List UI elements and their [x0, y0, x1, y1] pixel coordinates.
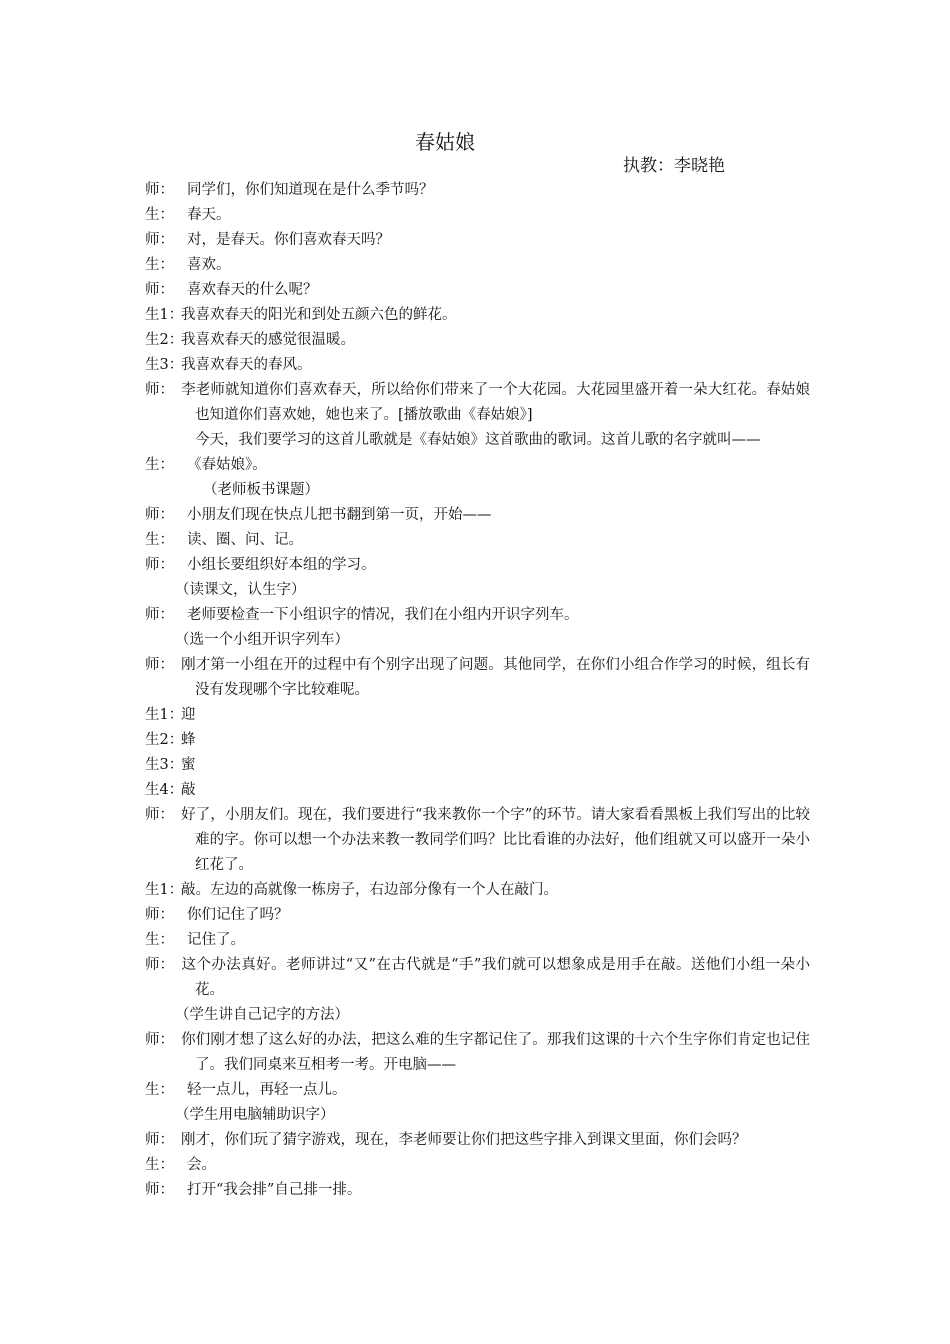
dialogue-line — [145, 353, 810, 378]
dialogue-line — [145, 753, 810, 778]
line-text: 敲。左边的高就像一栋房子，右边部分像有一个人在敲门。 — [181, 882, 558, 898]
stage-note — [145, 628, 810, 653]
dialogue-line — [145, 203, 810, 228]
line-text: （学生用电脑辅助识字） — [175, 1107, 335, 1123]
line-text: 我喜欢春天的春风。 — [181, 357, 312, 373]
speaker-label: 生4： — [145, 782, 184, 798]
dialogue-line — [145, 603, 810, 628]
line-text: 我喜欢春天的感觉很温暖。 — [181, 332, 355, 348]
line-text: 老师要检查一下小组识字的情况，我们在小组内开识字列车。 — [187, 607, 579, 623]
speaker-label: 师： — [145, 1132, 174, 1148]
dialogue-line — [145, 278, 810, 303]
stage-note — [145, 1103, 810, 1128]
line-text: 这个办法真好。老师讲过“又”在古代就是“手”我们就可以想象成是用手在敲。送他们小组一朵小花。 — [181, 957, 810, 998]
line-text: 蜂 — [181, 732, 196, 748]
line-text: 小组长要组织好本组的学习。 — [187, 557, 376, 573]
line-text: 迎 — [181, 707, 196, 723]
dialogue-line — [145, 303, 810, 328]
dialogue-line — [145, 803, 810, 878]
speaker-label: 师： — [145, 182, 174, 198]
speaker-label: 师： — [145, 282, 174, 298]
dialogue-line — [145, 528, 810, 553]
speaker-label: 师： — [145, 907, 174, 923]
line-text: 同学们，你们知道现在是什么季节吗？ — [187, 182, 434, 198]
dialogue-line — [145, 1128, 810, 1153]
line-text: 你们记住了吗？ — [187, 907, 289, 923]
line-text: （选一个小组开识字列车） — [175, 632, 349, 648]
line-text: （学生讲自己记字的方法） — [175, 1007, 349, 1023]
speaker-label: 师： — [145, 557, 174, 573]
line-text: 我喜欢春天的阳光和到处五颜六色的鲜花。 — [181, 307, 457, 323]
dialogue-line — [145, 503, 810, 528]
speaker-label: 师： — [145, 1032, 174, 1048]
transcript — [145, 178, 810, 1203]
dialogue-line — [145, 328, 810, 353]
dialogue-line — [145, 553, 810, 578]
speaker-label: 生1： — [145, 707, 184, 723]
dialogue-line — [145, 878, 810, 903]
line-text: 打开“我会排”自己排一排。 — [187, 1182, 362, 1198]
line-text: 刚才第一小组在开的过程中有个别字出现了问题。其他同学，在你们小组合作学习的时候，组长有没有发现哪个字比较难呢。 — [181, 657, 810, 698]
line-text: 好了，小朋友们。现在，我们要进行“我来教你一个字”的环节。请大家看看黑板上我们写出的比较难的字。你可以想一个办法来教一教同学们吗？比比看谁的办法好，他们组就又可以盛开一朵小红花了。 — [181, 807, 810, 873]
speaker-label: 生3： — [145, 357, 184, 373]
dialogue-line — [145, 378, 810, 428]
speaker-label: 生： — [145, 932, 174, 948]
speaker-label: 生3： — [145, 757, 184, 773]
dialogue-line — [145, 428, 810, 453]
dialogue-line — [145, 728, 810, 753]
dialogue-line — [145, 1153, 810, 1178]
dialogue-line — [145, 903, 810, 928]
dialogue-line — [145, 1178, 810, 1203]
speaker-label: 生： — [145, 457, 174, 473]
speaker-label: 师： — [145, 657, 174, 673]
speaker-label: 生2： — [145, 332, 184, 348]
line-text: （老师板书课题） — [203, 482, 319, 498]
line-text: 记住了。 — [187, 932, 245, 948]
speaker-label: 生1： — [145, 882, 184, 898]
line-text: 会。 — [187, 1157, 216, 1173]
speaker-label: 师： — [145, 232, 174, 248]
line-text: 《春姑娘》。 — [187, 457, 267, 473]
speaker-label: 生： — [145, 1082, 174, 1098]
author-line: 执教：李晓艳 — [623, 156, 725, 176]
dialogue-line — [145, 703, 810, 728]
dialogue-line — [145, 1028, 810, 1078]
stage-note — [145, 478, 810, 503]
line-text: 敲 — [181, 782, 196, 798]
line-text: 李老师就知道你们喜欢春天，所以给你们带来了一个大花园。大花园里盛开着一朵大红花。春姑娘也知道你们喜欢她，她也来了。[播放歌曲《春姑娘》] — [181, 382, 810, 423]
speaker-label: 生： — [145, 257, 174, 273]
dialogue-line — [145, 178, 810, 203]
line-text: 你们刚才想了这么好的办法，把这么难的生字都记住了。那我们这课的十六个生字你们肯定也记住了。我们同桌来互相考一考。开电脑—— — [181, 1032, 810, 1073]
dialogue-line — [145, 228, 810, 253]
speaker-label: 生： — [145, 532, 174, 548]
line-text: 今天，我们要学习的这首儿歌就是《春姑娘》这首歌曲的歌词。这首儿歌的名字就叫—— — [195, 432, 761, 448]
line-text: 轻一点儿，再轻一点儿。 — [187, 1082, 347, 1098]
document-title: 春姑娘 — [415, 130, 475, 154]
dialogue-line — [145, 253, 810, 278]
dialogue-line — [145, 928, 810, 953]
speaker-label: 师： — [145, 382, 174, 398]
line-text: （读课文，认生字） — [175, 582, 306, 598]
line-text: 对，是春天。你们喜欢春天吗？ — [187, 232, 390, 248]
dialogue-line — [145, 453, 810, 478]
line-text: 春天。 — [187, 207, 231, 223]
line-text: 刚才，你们玩了猜字游戏，现在，李老师要让你们把这些字排入到课文里面，你们会吗？ — [181, 1132, 747, 1148]
speaker-label: 师： — [145, 507, 174, 523]
stage-note — [145, 1003, 810, 1028]
speaker-label: 师： — [145, 607, 174, 623]
speaker-label: 师： — [145, 957, 174, 973]
speaker-label: 生2： — [145, 732, 184, 748]
speaker-label: 生1： — [145, 307, 184, 323]
dialogue-line — [145, 653, 810, 703]
dialogue-line — [145, 1078, 810, 1103]
speaker-label: 生： — [145, 1157, 174, 1173]
speaker-label: 师： — [145, 807, 174, 823]
line-text: 读、圈、问、记。 — [187, 532, 303, 548]
line-text: 喜欢春天的什么呢？ — [187, 282, 318, 298]
line-text: 蜜 — [181, 757, 196, 773]
speaker-label: 生： — [145, 207, 174, 223]
speaker-label: 师： — [145, 1182, 174, 1198]
dialogue-line — [145, 953, 810, 1003]
line-text: 喜欢。 — [187, 257, 231, 273]
dialogue-line — [145, 778, 810, 803]
line-text: 小朋友们现在快点儿把书翻到第一页，开始—— — [187, 507, 492, 523]
stage-note — [145, 578, 810, 603]
